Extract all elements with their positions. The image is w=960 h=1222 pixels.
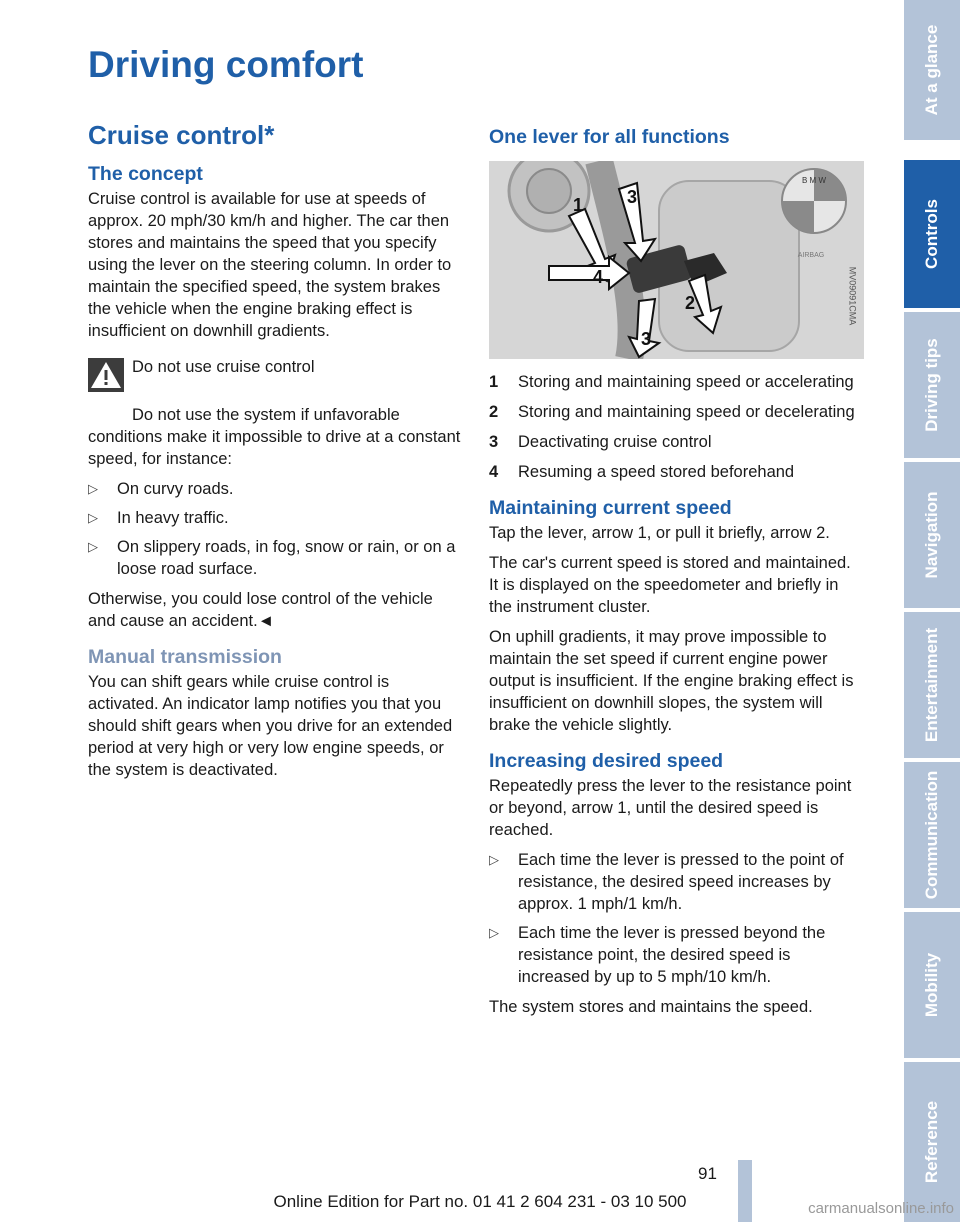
concept-paragraph: Cruise control is available for use at speeds of approx. 20 mph/30 km/h and higher. The car then stores and maintains the speed that you specify using the lever on the steering column. In order to maintain the specified speed, the system brakes the vehicle when the engine braking effect is insufficient on downhill gradients.: [88, 190, 452, 340]
tab-controls[interactable]: Controls: [904, 160, 960, 312]
callout-1: 1: [573, 195, 584, 215]
chapter-sidebar: [904, 0, 960, 1222]
bullet-icon: ▷: [88, 481, 98, 496]
heading-increasing-speed: Increasing desired speed: [489, 750, 724, 772]
heading-manual-transmission: Manual transmission: [88, 646, 282, 668]
tab-communication[interactable]: Communication: [904, 762, 960, 912]
section-title-cruise-control: Cruise control*: [88, 120, 275, 150]
legend-list: [489, 371, 864, 483]
tab-mobility[interactable]: Mobility: [904, 912, 960, 1062]
footer-text: Online Edition for Part no. 01 41 2 604 231 - 03 10 500: [273, 1192, 687, 1211]
warning-list: [88, 478, 463, 580]
manual-paragraph: You can shift gears while cruise control is activated. An indicator lamp notifies you that you should shift gears when you drive for an extended period at very high or very low engine speeds, or the system is deactivated.: [88, 673, 453, 779]
warning-icon: [88, 358, 124, 392]
increase-p2: The system stores and maintains the speed.: [489, 998, 813, 1016]
warning-title: Do not use cruise control: [132, 358, 315, 376]
legend-item: 1 Storing and maintaining speed or accelerating: [489, 373, 854, 391]
figure-code: MV09091CMA: [847, 266, 858, 326]
tab-entertainment[interactable]: Entertainment: [904, 612, 960, 762]
page-number: 91: [698, 1164, 717, 1183]
heading-maintaining-speed: Maintaining current speed: [489, 497, 732, 519]
warning-box: [88, 356, 463, 400]
bullet-icon: ▷: [88, 539, 98, 554]
tab-at-a-glance[interactable]: At a glance: [904, 0, 960, 144]
watermark: carmanualsonline.info: [808, 1200, 954, 1217]
list-item: ▷ On curvy roads.: [88, 480, 234, 498]
tab-reference[interactable]: Reference: [904, 1062, 960, 1222]
steering-lever-figure: [489, 161, 864, 359]
heading-the-concept: The concept: [88, 163, 203, 185]
airbag-label: AIRBAG: [797, 252, 825, 259]
heading-one-lever: One lever for all functions: [489, 126, 730, 148]
callout-4: 4: [593, 267, 604, 287]
bullet-icon: ▷: [489, 925, 499, 940]
legend-item: 4 Resuming a speed stored beforehand: [489, 463, 795, 481]
bmw-logo-letters: B M W: [802, 176, 826, 185]
maintain-p1: Tap the lever, arrow 1, or pull it briefly, arrow 2.: [489, 524, 830, 542]
tab-driving-tips[interactable]: Driving tips: [904, 312, 960, 462]
tab-navigation[interactable]: Navigation: [904, 462, 960, 612]
list-item: ▷ Each time the lever is pressed beyond the resistance point, the desired speed is increased by up to 5 mph/10 km/h.: [489, 924, 826, 986]
warning-closing: Otherwise, you could lose control of the vehicle and cause an accident.◄: [88, 590, 433, 630]
left-column: [88, 120, 463, 789]
legend-item: 2 Storing and maintaining speed or decelerating: [489, 403, 855, 421]
bullet-icon: ▷: [88, 510, 98, 525]
maintain-p2: The car's current speed is stored and maintained. It is displayed on the speedometer and briefly in the instrument cluster.: [489, 554, 851, 616]
list-item: ▷ Each time the lever is pressed to the point of resistance, the desired speed increases by approx. 1 mph/1 km/h.: [489, 851, 844, 913]
list-item: ▷ On slippery roads, in fog, snow or rain, or on a loose road surface.: [88, 538, 456, 578]
increase-p1: Repeatedly press the lever to the resistance point or beyond, arrow 1, until the desired speed is reached.: [489, 777, 852, 839]
callout-3-bottom: 3: [641, 329, 652, 349]
page-title: Driving comfort: [88, 44, 364, 85]
legend-item: 3 Deactivating cruise control: [489, 433, 712, 451]
bullet-icon: ▷: [489, 852, 499, 867]
page-number-bar: [738, 1160, 752, 1222]
callout-2: 2: [685, 293, 696, 313]
increase-list: [489, 849, 864, 988]
right-column: [489, 120, 864, 1026]
callout-3-top: 3: [627, 187, 638, 207]
maintain-p3: On uphill gradients, it may prove impossible to maintain the set speed if current engine power output is insufficient. If the engine braking effect is insufficient on downhill slopes, the system will brake the vehicle slightly.: [489, 628, 854, 734]
list-item: ▷ In heavy traffic.: [88, 509, 229, 527]
warning-text: Do not use the system if unfavorable conditions make it impossible to drive at a constant speed, for instance:: [88, 406, 461, 468]
